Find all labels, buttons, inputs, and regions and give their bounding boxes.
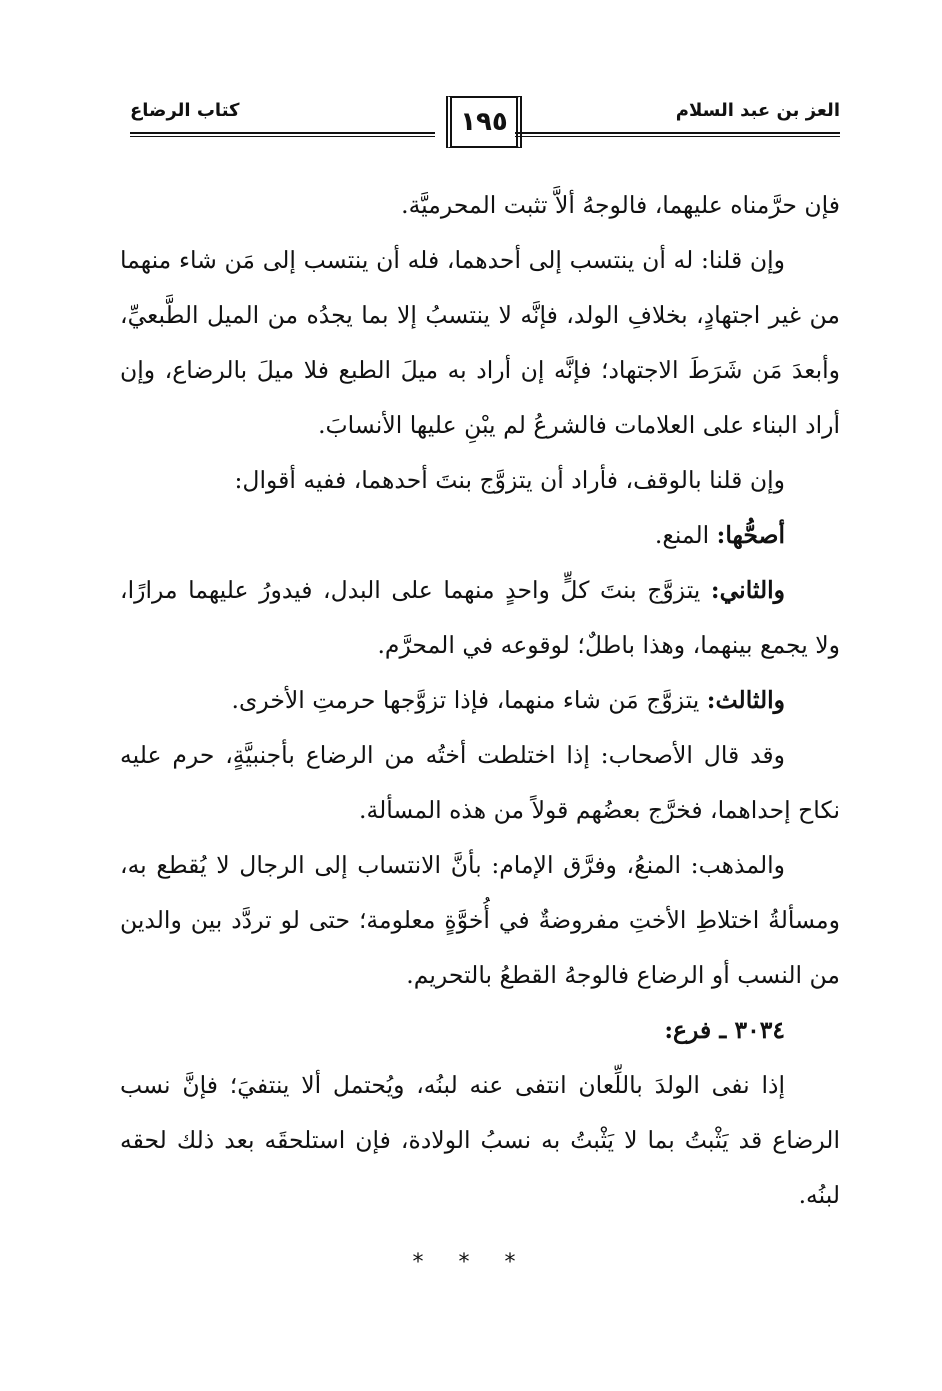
header-rule-left xyxy=(130,132,435,134)
page-number-box xyxy=(446,96,522,148)
paragraph: وإن قلنا بالوقف، فأراد أن يتزوَّج بنتَ أحدهما، ففيه أقوال: xyxy=(234,466,785,494)
paragraph: أصحُّها: المنع. xyxy=(654,521,785,549)
running-title-chapter: كتاب الرضاع xyxy=(130,100,240,121)
paragraph: وقد قال الأصحاب: إذا اختلطت أختُه من الرضاع بأجنبيَّةٍ، حرم عليه نكاح إحداهما، فخرَّج بعضُهم قولاً من هذه المسألة. xyxy=(120,741,840,824)
section-heading: ٣٠٣٤ ـ فرع: xyxy=(664,1016,785,1044)
header-rule-left-thin xyxy=(130,136,435,137)
paragraph: والمذهب: المنعُ، وفرَّق الإمام: بأنَّ الانتساب إلى الرجال لا يُقطع به، ومسألةُ اختلاطِ الأختِ مفروضةٌ في أُخوَّةٍ معلومة؛ حتى لو تردَّد بين والدين من النسب أو الرضاع فالوجهُ القطعُ بالتحريم. xyxy=(120,851,840,989)
paragraph: والثالث: يتزوَّج مَن شاء منهما، فإذا تزوَّجها حرمتِ الأخرى. xyxy=(231,686,785,714)
header-rule-right xyxy=(515,132,840,134)
running-title-author: العز بن عبد السلام xyxy=(675,100,840,121)
page-number: ١٩٥ xyxy=(460,107,508,137)
paragraph: وإن قلنا: له أن ينتسب إلى أحدهما، فله أن ينتسب إلى مَن شاء منهما من غير اجتهادٍ، بخلافِ الولد، فإنَّه لا ينتسبُ إلا بما يجدُه من الميل الطَّبعيِّ، وأبعدَ مَن شَرَطَ الاجتهاد؛ فإنَّه إن أراد به ميلَ الطبع فلا ميلَ بالرضاع، وإن أراد البناء على العلامات فالشرعُ لم يبْنِ عليها الأنسابَ. xyxy=(120,246,840,439)
paragraph: فإن حرَّمناه عليهما، فالوجهُ ألاَّ تثبت المحرميَّة. xyxy=(401,191,840,219)
section-separator: * * * xyxy=(412,1250,530,1275)
page-header xyxy=(130,92,840,152)
main-text xyxy=(120,178,840,1223)
paragraph: والثاني: يتزوَّج بنتَ كلٍّ واحدٍ منهما على البدل، فيدورُ عليهما مرارًا، ولا يجمع بينهما، وهذا باطلٌ؛ لوقوعه في المحرَّم. xyxy=(120,576,840,659)
header-rule-right-thin xyxy=(515,136,840,137)
paragraph: إذا نفى الولدَ باللِّعان انتفى عنه لبنُه، ويُحتمل ألا ينتفيَ؛ فإنَّ نسب الرضاع قد يَثْبتُ بما لا يَثْبتُ به نسبُ الولادة، فإن استلحقَه بعد ذلك لحقه لبنُه. xyxy=(120,1071,840,1209)
